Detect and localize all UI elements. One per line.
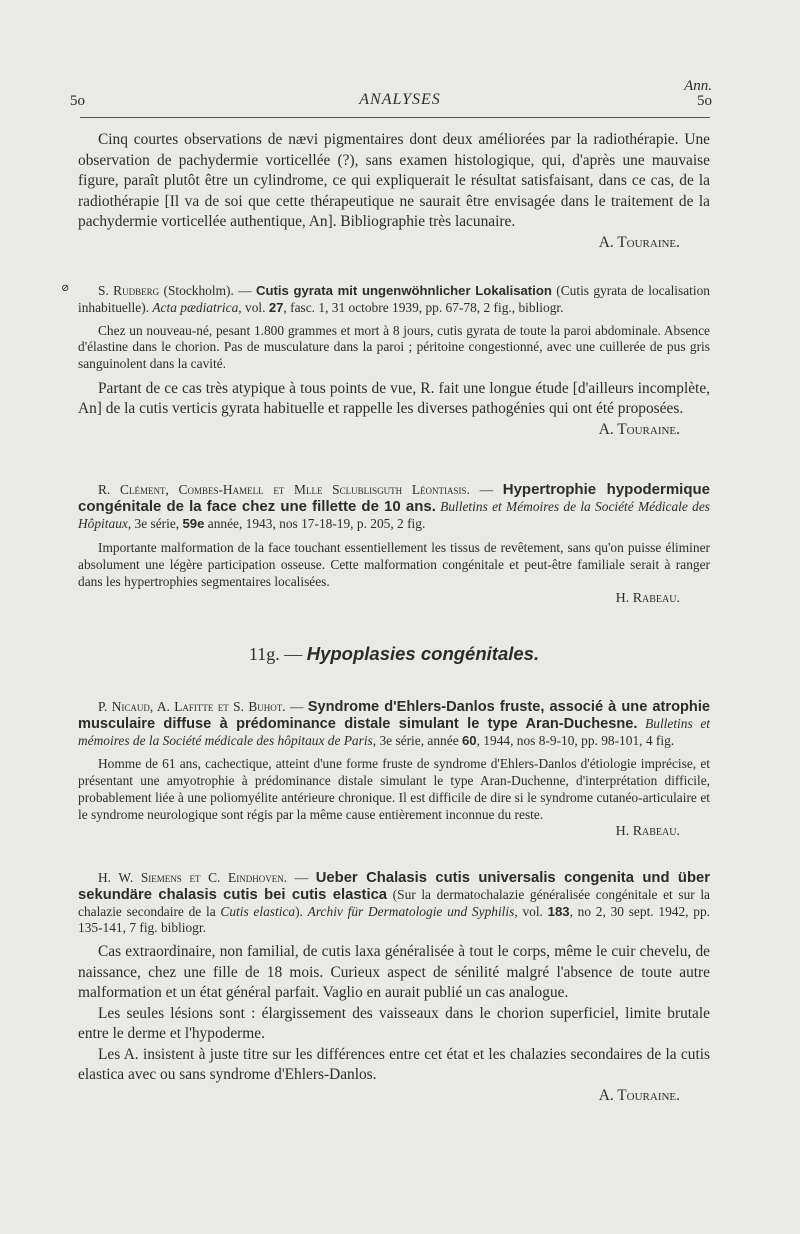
article-title: Syndrome d'Ehlers-Danlos fruste, associé à une atrophie musculaire diffuse à prédominance distale simulant le type Aran-Duchesne. [78, 699, 710, 732]
abstract-text: Cinq courtes observations de nævi pigmentaires dont deux améliorées par la radiothérapie. Une observation de pachydermie vorticellée (?), sans examen histologique, qui, d'après une mauvaise figure, paraît plutôt être un cylindrome, ce qui expliquerait le résultat satisfaisant, dans ce cas, de la radiothérapie [Il va de soi que cette thérapeutique ne saurait être envisagée dans le traitement de la pachydermie vorticellée authentique, An]. Bibliographie très lacunaire. [78, 131, 710, 230]
signature: A. Touraine. [598, 233, 680, 251]
journal: Bulletins et mémoires de la Société médicale des hôpitaux de Paris [78, 715, 710, 748]
summary: Chez un nouveau-né, pesant 1.800 grammes et mort à 8 jours, cutis gyrata de toute la paroi abdominale. Absence d'élastine dans le chorion. Pas de musculature dans la paroi ; péritoine congestionné, avec une cuillerée de pus gris sanguinolent dans la cavité. [78, 322, 710, 372]
journal: Acta pædiatrica [152, 299, 239, 315]
abstract-chalasis [78, 870, 710, 1106]
reference: R. Clément, Combes-Hamell et Mlle Sclublisguth Léontiasis. — Hypertrophie hypodermique congénitale de la face chez une fillette de 10 ans. Bulletins et Mémoires de la Société Médicale des Hôpitaux, 3e série, 59e année, 1943, nos 17-18-19, p. 205, 2 fig. [78, 481, 710, 531]
authors: H. W. Siemens et C. Eindhoven. — [98, 870, 316, 885]
summary: Homme de 61 ans, cachectique, atteint d'une forme fruste de syndrome d'Ehlers-Danlos d'étiologie imprécise, et présentant une amyotrophie à prédominance distale simulant le type Aran-Duchenne, d'interprétation difficile, probablement liée à une poliomyélite antérieure chronique. Il est difficile de dire si le syndrome cutanéo-articulaire et le syndrome neurologique sont régis par la même cause entièrement inconnue du reste. [78, 756, 710, 822]
header-annotation: Ann. [684, 78, 712, 94]
signature: H. Rabeau. [615, 590, 680, 606]
signature: A. Touraine. [598, 420, 680, 438]
margin-mark-icon: ⊘ [61, 283, 70, 294]
volume: 27 [268, 299, 284, 315]
abstract-cutis-gyrata [61, 283, 710, 440]
reference: H. W. Siemens et C. Eindhoven. — Ueber Chalasis cutis universalis congenita und über sekundäre chalasis cutis bei cutis elastica (Sur la dermatochalazie généralisée congénitale et sur la chalazie secondaire de la Cutis elastica). Archiv für Dermatologie und Syphilis, vol. 183, no 2, 30 sept. 1942, pp. 135-141, 7 fig. bibliogr. [78, 870, 711, 936]
page-number-right: 5o [697, 93, 712, 109]
summary-paragraph-3: Les A. insistent à juste titre sur les différences entre cet état et les chalazies secondaires de la cutis elastica avec ou sans syndrome d'Ehlers-Danlos. [78, 1045, 710, 1084]
author: S. Rudberg [98, 283, 160, 298]
signature: A. Touraine. [598, 1086, 680, 1104]
abstract-ehlers-danlos [78, 699, 710, 840]
article-title: Cutis gyrata mit ungenwöhnlicher Lokalisation [255, 283, 552, 298]
article-title: Ueber Chalasis cutis universalis congenita und über sekundäre chalasis cutis bei cutis elastica [78, 870, 710, 903]
journal: Bulletins et Mémoires de la Société Médicale des Hôpitaux [78, 498, 710, 531]
reference: P. Nicaud, A. Lafitte et S. Buhot. — Syndrome d'Ehlers-Danlos fruste, associé à une atrophie musculaire diffuse à prédominance distale simulant le type Aran-Duchesne. Bulletins et mémoires de la Société médicale des hôpitaux de Paris, 3e série, année 60, 1944, nos 8-9-10, pp. 98-101, 4 fig. [78, 699, 710, 748]
abstract-hypertrophie [78, 482, 710, 608]
summary-paragraph-2: Les seules lésions sont : élargissement des vaisseaux dans le chorion superficiel, limite brutale entre le derme et l'hypoderme. [78, 1004, 710, 1043]
volume: 183 [547, 903, 570, 919]
abstract-nevi [78, 130, 710, 253]
authors: P. Nicaud, A. Lafitte et S. Buhot. — [98, 699, 308, 714]
authors: R. Clément, Combes-Hamell et Mlle Sclublisguth Léontiasis. — [98, 482, 503, 497]
running-title: ANALYSES [359, 91, 441, 108]
journal: Archiv für Dermatologie und Syphilis [307, 903, 515, 919]
page-number-left: 5o [70, 93, 85, 109]
section-title: Hypoplasies congénitales. [306, 643, 540, 664]
comment: Partant de ce cas très atypique à tous points de vue, R. fait une longue étude [d'ailleurs incomplète, An] de la cutis verticis gyrata habituelle et rappelle les diverses pathogénies qui ont été proposées. [78, 379, 710, 418]
issue: 59e [182, 515, 205, 531]
section-heading [78, 643, 710, 665]
issue: 60 [462, 732, 477, 748]
summary-paragraph-1: Cas extraordinaire, non familial, de cutis laxa généralisée à tout le corps, même le cuir chevelu, de naissance, chez une fille de 18 mois. Curieux aspect de sénilité malgré l'absence de toute autre malformation et un état général parfait. Vaglio en aurait publié un cas analogue. [78, 943, 710, 1002]
header-rule [80, 117, 710, 118]
article-title: Hypertrophie hypodermique congénitale de la face chez une fillette de 10 ans. [78, 481, 710, 515]
signature: H. Rabeau. [615, 823, 680, 839]
section-number: 11g. — [248, 644, 307, 664]
summary: Importante malformation de la face touchant essentiellement les tissus de revêtement, sans qu'on puisse éliminer absolument une légère participation osseuse. Cette malformation congénitale et peut-être familiale serait à ranger dans les hypertrophies segmentaires localisées. [78, 540, 710, 589]
reference: S. Rudberg (Stockholm). — Cutis gyrata mit ungenwöhnlicher Lokalisation (Cutis gyrata de localisation inhabituelle). Acta pædiatrica, vol. 27, fasc. 1, 31 octobre 1939, pp. 67-78, 2 fig., bibliogr. [78, 283, 710, 315]
